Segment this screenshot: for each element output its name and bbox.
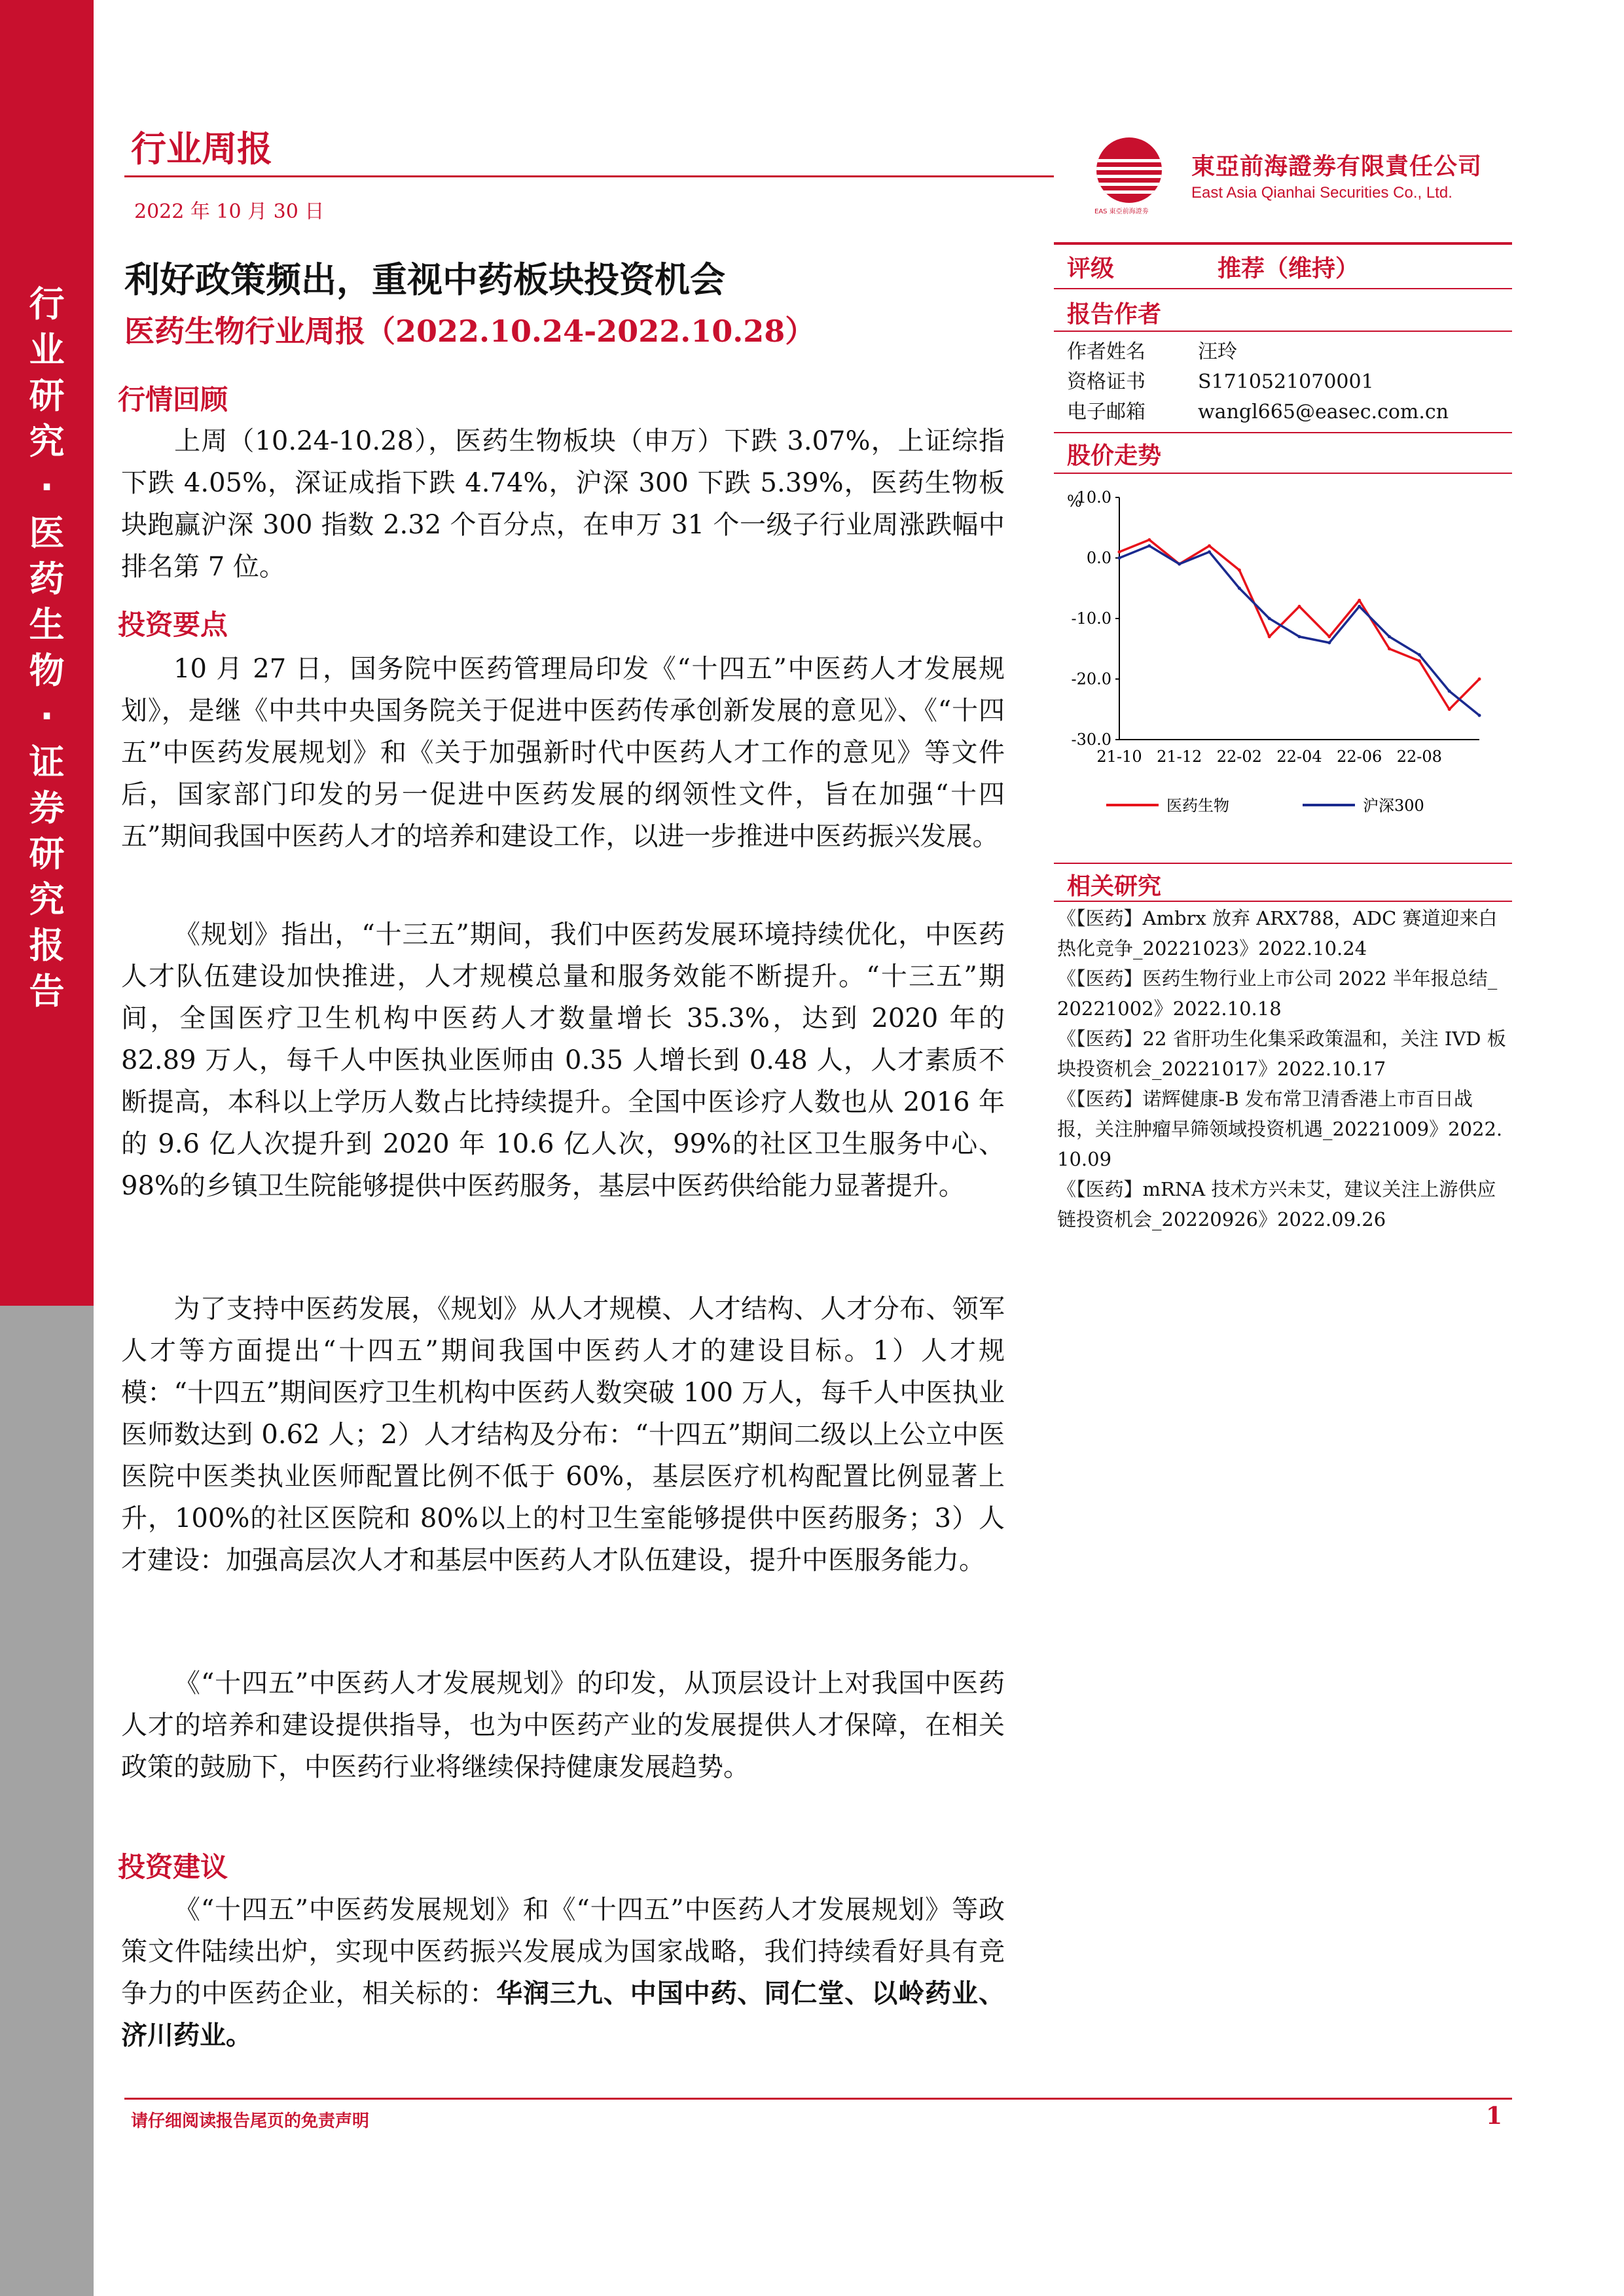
sidebar-char: 物 xyxy=(29,650,65,691)
paragraph-points-3 xyxy=(121,1288,1005,1581)
sidebar-gray-band xyxy=(0,1306,94,2296)
report-sub-title: 医药生物行业周报（2022.10.24-2022.10.28） xyxy=(124,314,816,349)
price-trend-heading: 股价走势 xyxy=(1067,442,1162,469)
related-heading: 相关研究 xyxy=(1067,873,1162,900)
chart-data-point xyxy=(1238,569,1241,572)
author-divider xyxy=(1054,331,1512,332)
paragraph-points-4-text: 《“十四五”中医药人才发展规划》的印发，从顶层设计上对我国中医药人才的培养和建设提供指导，也为中医药产业的发展提供人才保障，在相关政策的鼓励下，中医药行业将继续保持健康发展趋势。 xyxy=(121,1668,1005,1782)
chart-y-tick-label: -30.0 xyxy=(1071,730,1111,749)
chart-data-point xyxy=(1268,617,1271,620)
paragraph-advice xyxy=(121,1889,1005,2056)
company-name-en: East Asia Qianhai Securities Co., Ltd. xyxy=(1191,184,1453,202)
chart-data-point xyxy=(1418,653,1421,656)
related-item[interactable]: 《【医药】医药生物行业上市公司 2022 半年报总结_20221002》2022.10.18 xyxy=(1057,967,1498,1020)
chart-x-tick-label: 21-12 xyxy=(1157,747,1202,766)
rating-top-divider xyxy=(1054,242,1512,245)
author-heading: 报告作者 xyxy=(1067,301,1162,328)
page-number: 1 xyxy=(1486,2102,1503,2130)
chart-data-point xyxy=(1418,659,1421,662)
price-trend-chart xyxy=(1054,478,1512,844)
rating-divider xyxy=(1054,288,1512,289)
chart-data-point xyxy=(1178,562,1181,565)
footer-disclaimer: 请仔细阅读报告尾页的免责声明 xyxy=(131,2111,370,2131)
chart-data-point xyxy=(1118,550,1121,554)
chart-data-point xyxy=(1268,635,1271,638)
sidebar-char: · xyxy=(40,696,54,737)
section-heading-points: 投资要点 xyxy=(118,609,228,641)
chart-data-point xyxy=(1147,545,1151,548)
chart-data-point xyxy=(1118,556,1121,560)
paragraph-advice-text: 《“十四五”中医药发展规划》和《“十四五”中医药人才发展规划》等政策文件陆续出炉，实现中医药振兴发展成为国家战略，我们持续看好具有竞争力的中医药企业，相关标的： xyxy=(121,1895,1005,2009)
sidebar-char: 药 xyxy=(29,558,65,600)
chart-data-point xyxy=(1388,635,1391,638)
report-main-title: 利好政策频出，重视中药板块投资机会 xyxy=(124,259,725,300)
author-email-row xyxy=(1067,395,1449,424)
related-divider xyxy=(1054,901,1512,902)
section-heading-review: 行情回顾 xyxy=(118,384,228,416)
price-divider xyxy=(1054,473,1512,474)
sidebar-char: 生 xyxy=(29,604,65,645)
author-cert-label: 资格证书 xyxy=(1067,370,1146,393)
author-email-label: 电子邮箱 xyxy=(1067,401,1146,423)
chart-y-tick-label: -20.0 xyxy=(1071,670,1111,689)
paragraph-points-2 xyxy=(121,914,1005,1207)
author-cert-row xyxy=(1067,365,1374,394)
rating-value: 推荐（维持） xyxy=(1218,255,1360,282)
related-item[interactable]: 《【医药】mRNA 技术方兴未艾，建议关注上游供应链投资机会_20220926》2022.09.26 xyxy=(1057,1178,1496,1230)
chart-x-tick-label: 21-10 xyxy=(1096,747,1142,766)
chart-series-line xyxy=(1119,546,1479,715)
rating-label: 评级 xyxy=(1067,255,1115,282)
report-type: 行业周报 xyxy=(131,128,272,170)
paragraph-points-3-text: 为了支持中医药发展，《规划》从人才规模、人才结构、人才分布、领军人才等方面提出“十四五”期间我国中医药人才的建设目标。1）人才规模：“十四五”期间医疗卫生机构中医药人数突破 100 万人，每千人中医执业医师数达到 0.62 人；2）人才结构及分布：“十四五”期间二级以上公立中医医院中医类执业医师配置比例不低于 60%，基层医疗机构配置比例显著上升，100%的社区医院和 80%以上的村卫生室能够提供中医药服务；3）人才建设：加强高层次人才和基层中医药人才队伍建设，提升中医服务能力。 xyxy=(121,1294,1005,1575)
chart-data-point xyxy=(1238,586,1241,590)
section-heading-advice: 投资建议 xyxy=(118,1851,228,1883)
sidebar xyxy=(0,0,94,2296)
chart-data-point xyxy=(1208,545,1211,548)
chart-x-tick-label: 22-04 xyxy=(1276,747,1322,766)
chart-data-point xyxy=(1358,605,1361,608)
paragraph-review-text: 上周（10.24-10.28），医药生物板块（申万）下跌 3.07%，上证综指下跌 4.05%，深证成指下跌 4.74%，沪深 300 下跌 5.39%，医药生物板块跑赢沪深 300 指数 2.32 个百分点，在申万 31 个一级子行业周涨跌幅中排名第 7 位。 xyxy=(121,426,1005,582)
paragraph-points-1-text: 10 月 27 日，国务院中医药管理局印发《“十四五”中医药人才发展规划》，是继《中共中央国务院关于促进中医药传承创新发展的意见》、《“十四五”中医药发展规划》和《关于加强新时代中医药人才工作的意见》等文件后，国家部门印发的另一促进中医药发展的纲领性文件，旨在加强“十四五”期间我国中医药人才的培养和建设工作，以进一步推进中医药振兴发展。 xyxy=(121,654,1005,852)
paragraph-review xyxy=(121,420,1005,588)
chart-data-point xyxy=(1358,599,1361,602)
sidebar-char: 研 xyxy=(29,375,65,416)
author-name-label: 作者姓名 xyxy=(1067,340,1146,363)
related-research-list xyxy=(1057,903,1509,1234)
chart-data-point xyxy=(1388,647,1391,651)
author-name-row xyxy=(1067,335,1237,364)
sidebar-char: 行 xyxy=(29,283,65,325)
related-item[interactable]: 《【医药】22 省肝功生化集采政策温和，关注 IVD 板块投资机会_20221017》2022.10.17 xyxy=(1057,1028,1506,1080)
advice-stock-picks: 华润三九、中国中药、同仁堂、以岭药业、济川药业。 xyxy=(121,1978,1005,2051)
chart-data-point xyxy=(1298,635,1301,638)
sidebar-char: 究 xyxy=(29,879,65,920)
author-email[interactable]: wangl665@easec.com.cn xyxy=(1198,401,1449,423)
related-item[interactable]: 《【医药】诺辉健康-B 发布常卫清香港上市百日战报，关注肿瘤早筛领域投资机遇_20221009》2022.10.09 xyxy=(1057,1088,1503,1170)
author-cert: S1710521070001 xyxy=(1198,370,1374,393)
sidebar-char: 券 xyxy=(29,787,65,829)
price-divider-top xyxy=(1054,432,1512,433)
company-logo-icon xyxy=(1093,134,1165,206)
chart-y-tick-label: 10.0 xyxy=(1076,488,1111,507)
sidebar-char: 告 xyxy=(29,971,65,1012)
sidebar-char: 业 xyxy=(29,329,65,370)
related-divider-top xyxy=(1054,863,1512,864)
chart-data-point xyxy=(1147,538,1151,541)
chart-data-point xyxy=(1448,708,1451,711)
footer-divider xyxy=(124,2098,1512,2100)
chart-data-point xyxy=(1448,690,1451,693)
chart-data-point xyxy=(1298,605,1301,608)
paragraph-points-4 xyxy=(121,1662,1005,1788)
chart-data-point xyxy=(1478,677,1481,681)
chart-y-tick-label: 0.0 xyxy=(1086,548,1111,567)
report-date: 2022 年 10 月 30 日 xyxy=(134,200,325,223)
paragraph-points-2-text: 《规划》指出，“十三五”期间，我们中医药发展环境持续优化，中医药人才队伍建设加快推进，人才规模总量和服务效能不断提升。“十三五”期间，全国医疗卫生机构中医药人才数量增长 35.3%，达到 2020 年的 82.89 万人，每千人中医执业医师由 0.35 人增长到 0.48 人，人才素质不断提高，本科以上学历人数占比持续提升。全国中医诊疗人数也从 2016 年的 9.6 亿人次提升到 2020 年 10.6 亿人次，99%的社区卫生服务中心、98%的乡镇卫生院能够提供中医药服务，基层中医药供给能力显著提升。 xyxy=(121,920,1005,1201)
chart-y-tick-label: -10.0 xyxy=(1071,609,1111,628)
chart-x-tick-label: 22-08 xyxy=(1396,747,1442,766)
sidebar-char: · xyxy=(40,467,54,508)
sidebar-char: 医 xyxy=(29,512,65,554)
chart-data-point xyxy=(1478,714,1481,717)
chart-data-point xyxy=(1208,550,1211,554)
paragraph-points-1 xyxy=(121,648,1005,857)
chart-x-tick-label: 22-06 xyxy=(1337,747,1382,766)
company-name-cn: 東亞前海證劵有限責任公司 xyxy=(1191,153,1483,180)
related-item[interactable]: 《【医药】Ambrx 放弃 ARX788，ADC 赛道迎来白热化竞争_20221023》2022.10.24 xyxy=(1057,907,1498,960)
chart-data-point xyxy=(1327,635,1331,638)
logo-tag: EAS 東亞前海證劵 xyxy=(1094,208,1149,215)
sidebar-char: 证 xyxy=(29,742,65,783)
chart-unit-label: % xyxy=(1067,492,1082,511)
chart-data-point xyxy=(1327,641,1331,645)
chart-legend-label: 医药生物 xyxy=(1166,797,1229,815)
chart-legend-label: 沪深300 xyxy=(1363,797,1424,815)
chart-series-line xyxy=(1119,540,1479,709)
sidebar-category-text xyxy=(0,281,94,1014)
author-name: 汪玲 xyxy=(1198,340,1237,363)
sidebar-char: 报 xyxy=(29,925,65,966)
sidebar-char: 研 xyxy=(29,833,65,874)
header-divider xyxy=(124,175,1054,177)
sidebar-char: 究 xyxy=(29,421,65,462)
chart-x-tick-label: 22-02 xyxy=(1216,747,1262,766)
